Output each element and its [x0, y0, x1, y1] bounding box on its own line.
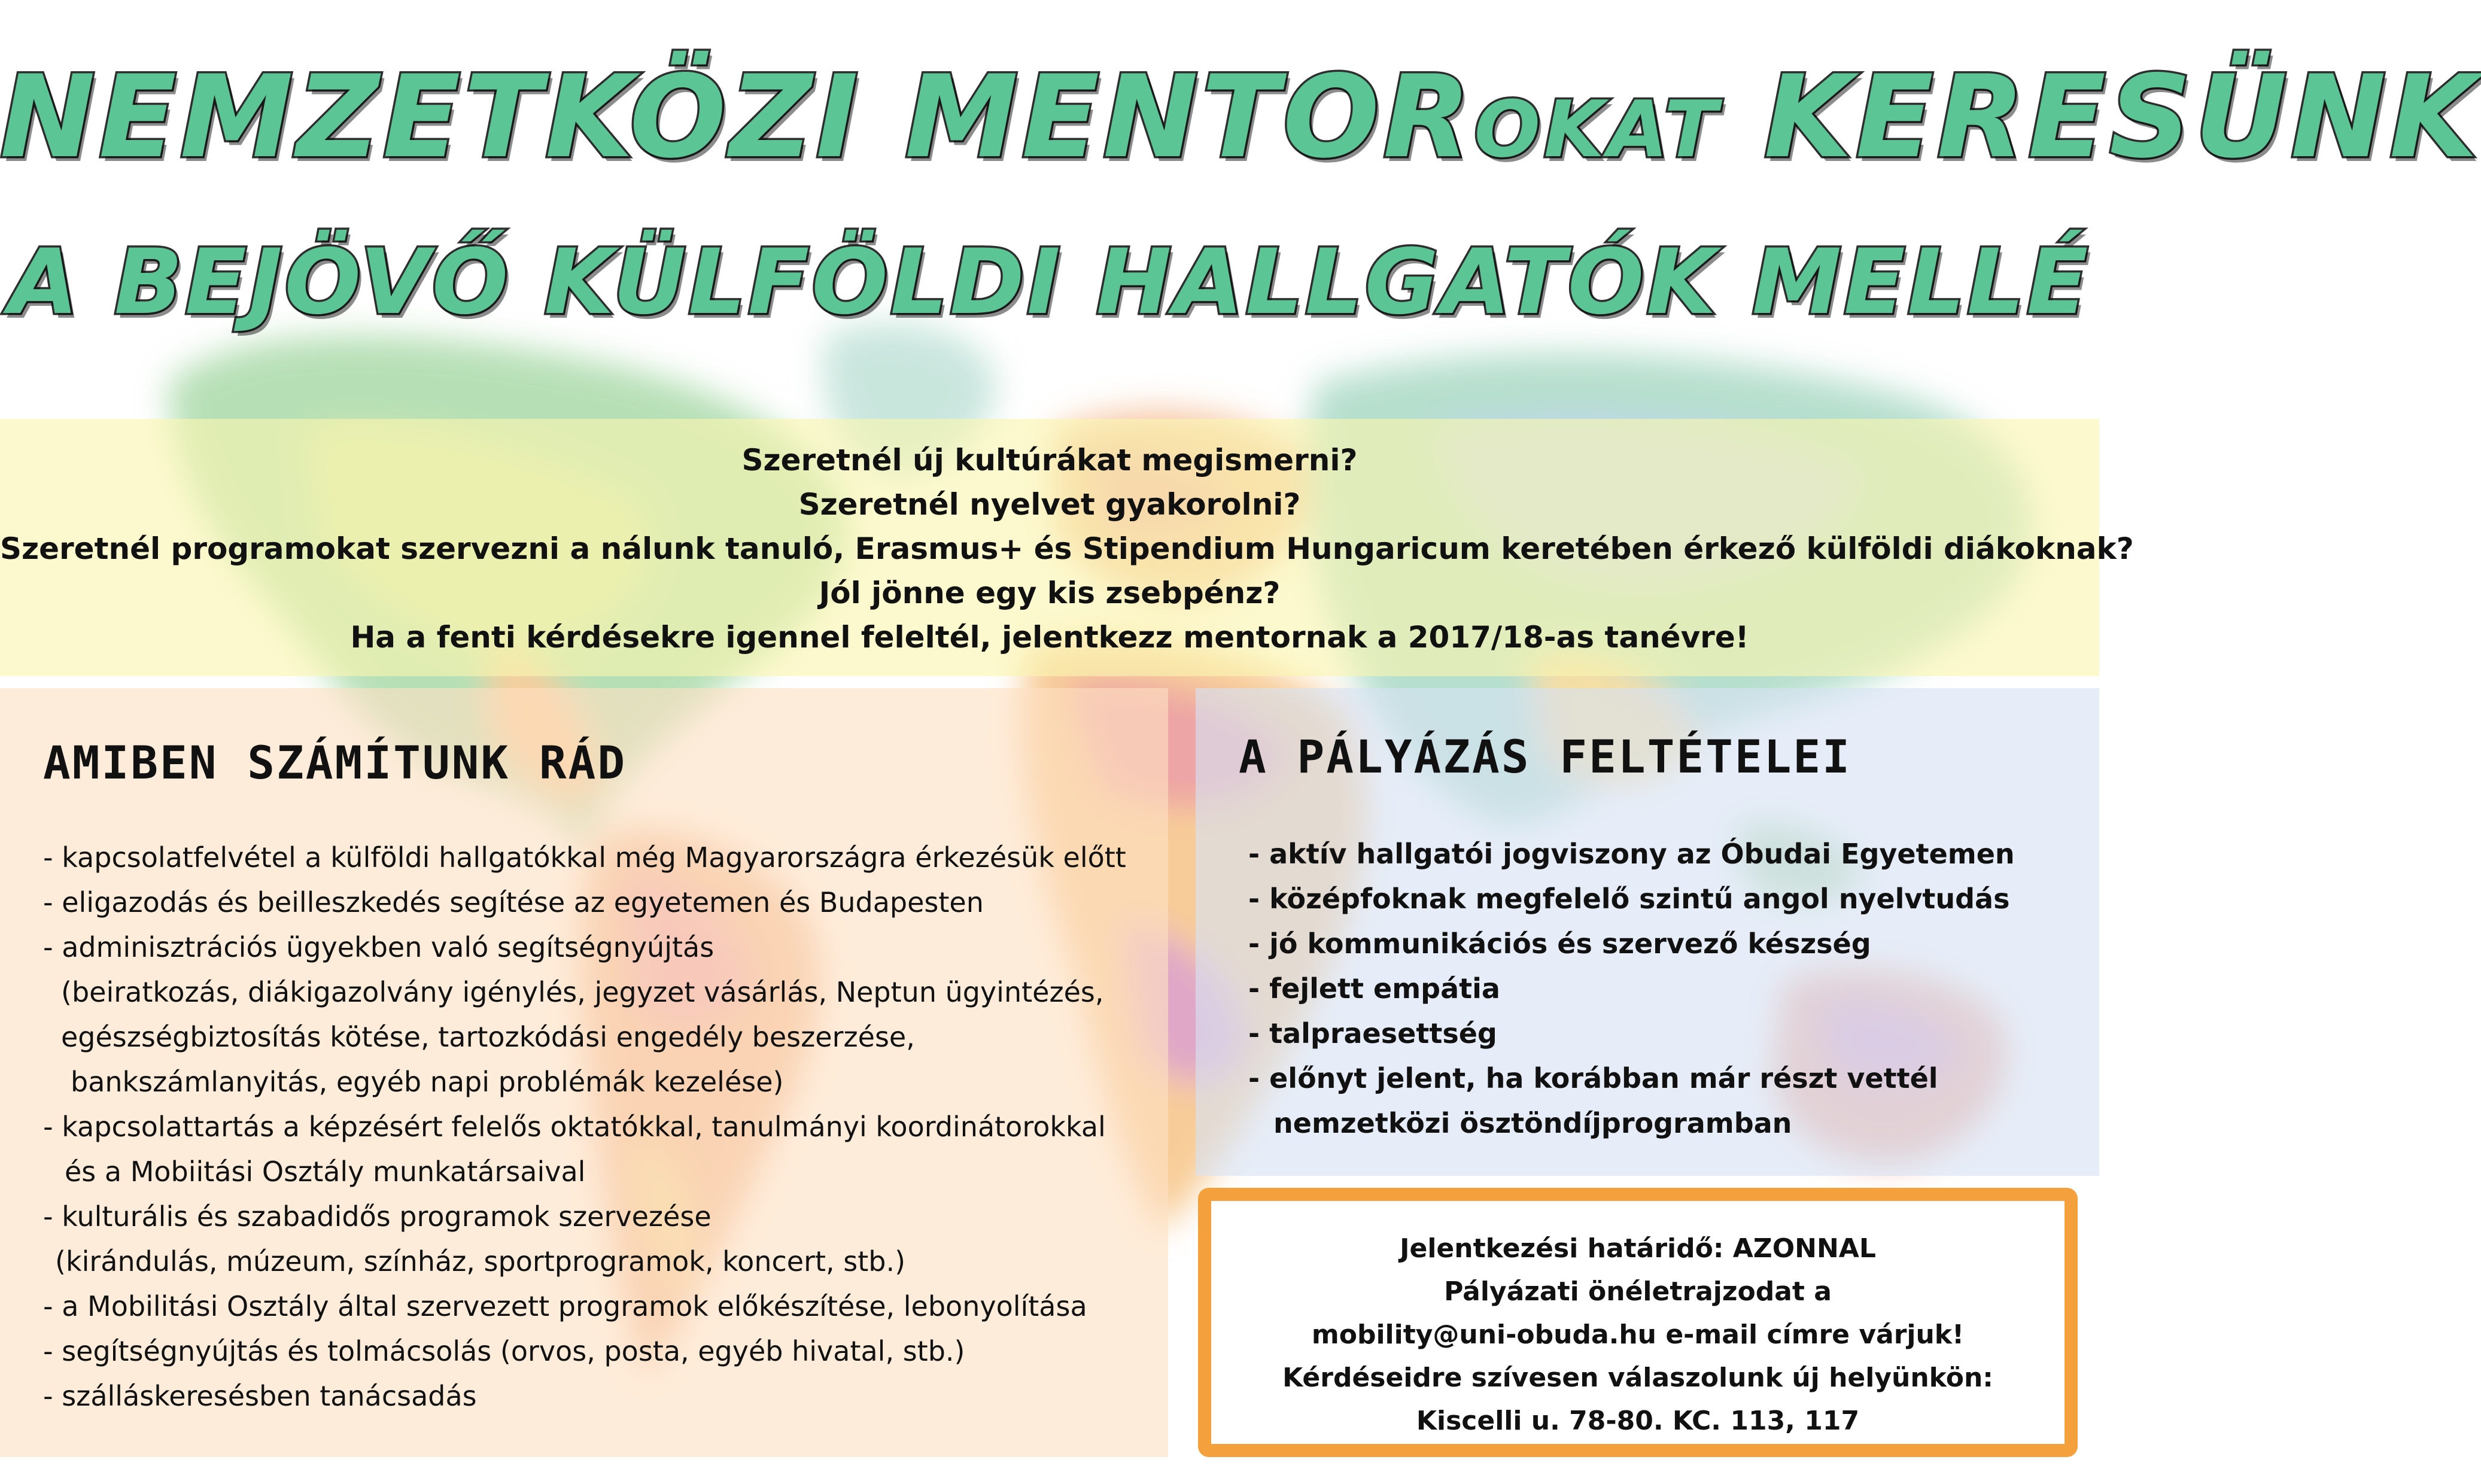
question-5: Ha a fenti kérdésekre igennel feleltél, jelentkezz mentornak a 2017/18-as tanévre! [350, 620, 1749, 655]
requirement-line: - előnyt jelent, ha korábban már részt vettél [1248, 1062, 1938, 1094]
requirements-panel [1196, 688, 2099, 1176]
question-2: Szeretnél nyelvet gyakorolni? [798, 487, 1301, 522]
question-3: Szeretnél programokat szervezni a nálunk tanuló, Erasmus+ és Stipendium Hungaricum keretében érkező külföldi diákoknak? [0, 531, 2134, 566]
requirement-line: - talpraesettség [1248, 1017, 1497, 1050]
contact-box [1198, 1188, 2078, 1457]
responsibility-line: és a Mobiitási Osztály munkatársaival [65, 1155, 586, 1188]
title-line-1-small: OKAT [1474, 84, 1721, 175]
requirement-line: - aktív hallgatói jogviszony az Óbudai Egyetemen [1248, 838, 2015, 870]
responsibility-line: - kapcsolattartás a képzésért felelős oktatókkal, tanulmányi koordinátorokkal [43, 1111, 1106, 1143]
requirement-line: nemzetközi ösztöndíjprogramban [1273, 1107, 1792, 1139]
contact-deadline: Jelentkezési határidő: AZONNAL [1400, 1233, 1876, 1264]
responsibility-line: - szálláskeresésben tanácsadás [43, 1380, 477, 1412]
responsibility-line: - kapcsolatfelvétel a külföldi hallgatókkal még Magyarországra érkezésük előtt [43, 841, 1126, 874]
responsibility-line: - eligazodás és beilleszkedés segítése az egyetemen és Budapesten [43, 886, 984, 919]
question-band [0, 419, 2134, 676]
contact-cv-line: Pályázati önéletrajzodat a [1444, 1276, 1832, 1307]
responsibility-line: - a Mobilitási Osztály által szervezett programok előkészítése, lebonyolítása [43, 1290, 1087, 1322]
responsibility-line: bankszámlanyitás, egyéb napi problémák kezelése) [71, 1066, 784, 1098]
responsibility-line: (beiratkozás, diákigazolvány igénylés, jegyzet vásárlás, Neptun ügyintézés, [61, 976, 1104, 1008]
responsibility-line: - kulturális és szabadidős programok szervezése [43, 1200, 712, 1233]
title-line-1-part-b: KERESÜNK [1720, 51, 2481, 183]
responsibility-line: (kirándulás, múzeum, színház, sportprogramok, koncert, stb.) [55, 1245, 906, 1278]
title-line-1-part-a: NEMZETKÖZI MENTOR [0, 51, 1474, 183]
responsibility-line: - adminisztrációs ügyekben való segítségnyújtás [43, 931, 714, 963]
requirement-line: - középfoknak megfelelő szintű angol nyelvtudás [1248, 883, 2010, 915]
responsibility-line: egészségbiztosítás kötése, tartozkódási engedély beszerzése, [61, 1021, 915, 1053]
question-4: Jól jönne egy kis zsebpénz? [819, 576, 1281, 610]
responsibilities-panel [0, 688, 1168, 1457]
title-line-2: A BEJÖVŐ KÜLFÖLDI HALLGATÓK MELLÉ [8, 230, 2091, 334]
requirements-heading: A PÁLYÁZÁS FELTÉTELEI [1239, 730, 1851, 783]
responsibility-line: - segítségnyújtás és tolmácsolás (orvos, posta, egyéb hivatal, stb.) [43, 1335, 965, 1367]
requirement-line: - jó kommunikációs és szervező készség [1248, 928, 1871, 960]
title-line-1 [0, 51, 2481, 183]
contact-questions: Kérdéseidre szívesen válaszolunk új helyünkön: [1282, 1363, 1993, 1393]
question-1: Szeretnél új kultúrákat megismerni? [741, 443, 1358, 478]
requirement-line: - fejlett empátia [1248, 972, 1500, 1005]
contact-email-link[interactable]: mobility@uni-obuda.hu e-mail címre várjuk! [1311, 1319, 1965, 1350]
contact-address: Kiscelli u. 78-80. KC. 113, 117 [1416, 1406, 1860, 1436]
responsibilities-heading: AMIBEN SZÁMÍTUNK RÁD [43, 736, 627, 789]
